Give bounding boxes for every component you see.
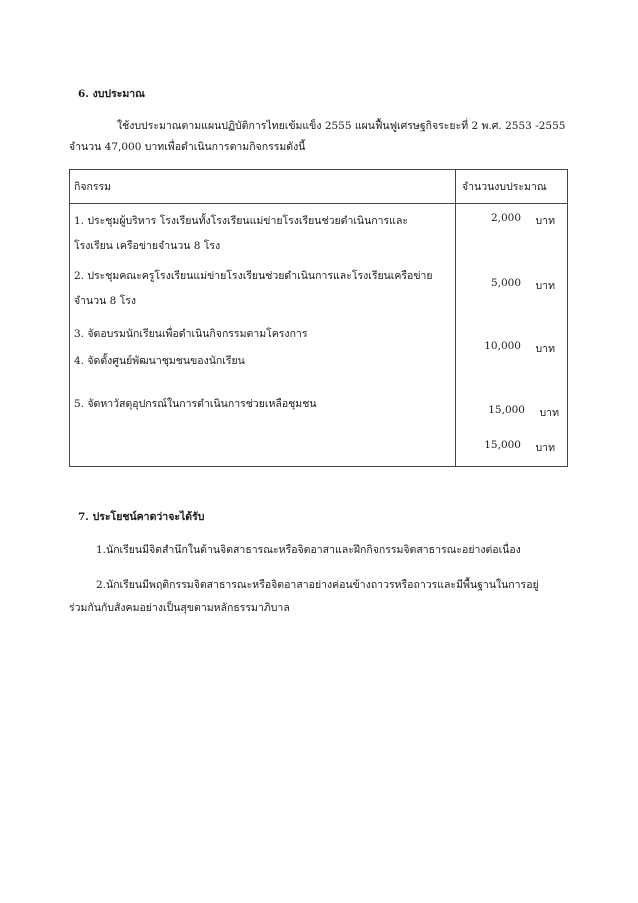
activity-1-line-2: โรงเรียน เครือข่ายจำนวน 8 โรง xyxy=(74,240,221,252)
amount-cell xyxy=(456,204,568,467)
amount-2-value: 5,000 xyxy=(490,277,521,289)
budget-intro-line-1: ใช้งบประมาณตามแผนปฏิบัติการไทยเข้มแข็ง 2555 แผนฟื้นฟูเศรษฐกิจระยะที่ 2 พ.ศ. 2553 -2555 xyxy=(117,120,566,132)
amount-3-unit: บาท xyxy=(535,343,555,355)
header-cell-activity xyxy=(70,170,456,204)
header-cell-amount xyxy=(456,170,568,204)
activity-3: 3. จัดอบรมนักเรียนเพื่อดำเนินกิจกรรมตามโครงการ xyxy=(74,328,308,340)
amount-5-value: 15,000 xyxy=(484,439,521,451)
amount-4-unit: บาท xyxy=(539,407,559,419)
benefit-item-2-line-1: 2.นักเรียนมีพฤติกรรมจิตสาธารณะหรือจิตอาสาอย่างค่อนข้างถาวรหรือถาวรและมีพื้นฐานในการอยู่ xyxy=(96,579,539,591)
activity-5: 5. จัดหาวัสดุอุปกรณ์ในการดำเนินการช่วยเหลือชุมชน xyxy=(74,398,317,410)
amount-5-unit: บาท xyxy=(535,442,555,454)
budget-table-header-row xyxy=(70,170,568,204)
activity-1-line-1: 1. ประชุมผู้บริหาร โรงเรียนทั้งโรงเรียนแม่ข่ายโรงเรียนช่วยดำเนินการและ xyxy=(74,215,409,227)
amount-1-value: 2,000 xyxy=(490,212,521,224)
budget-table xyxy=(69,169,568,467)
benefits-heading: 7. ประโยชน์คาดว่าจะได้รับ xyxy=(78,511,205,523)
header-activity-label: กิจกรรม xyxy=(74,181,112,193)
activity-2-line-1: 2. ประชุมคณะครูโรงเรียนแม่ข่ายโรงเรียนช่วยดำเนินการและโรงเรียนเครือข่าย xyxy=(74,270,433,282)
amount-2-unit: บาท xyxy=(535,280,555,292)
activity-4: 4. จัดตั้งศูนย์พัฒนาชุมชนของนักเรียน xyxy=(74,355,245,367)
benefit-item-1: 1.นักเรียนมีจิตสำนึกในด้านจิตสาธารณะหรือจิตอาสาและฝึกกิจกรรมจิตสาธารณะอย่างต่อเนื่อง xyxy=(96,544,521,556)
budget-intro-line-2: จำนวน 47,000 บาทเพื่อดำเนินการตามกิจกรรมดังนี้ xyxy=(69,141,306,153)
header-amount-label: จำนวนงบประมาณ xyxy=(462,181,547,193)
amount-1-unit: บาท xyxy=(535,215,555,227)
budget-table-body-row xyxy=(70,204,568,467)
budget-heading: 6. งบประมาณ xyxy=(78,88,145,100)
activity-2-line-2: จำนวน 8 โรง xyxy=(74,295,137,307)
amount-3-value: 10,000 xyxy=(484,340,521,352)
activity-cell xyxy=(70,204,456,467)
benefit-item-2-line-2: ร่วมกันกับสังคมอย่างเป็นสุขตามหลักธรรมาภิบาล xyxy=(69,602,290,614)
amount-4-value: 15,000 xyxy=(488,404,525,416)
